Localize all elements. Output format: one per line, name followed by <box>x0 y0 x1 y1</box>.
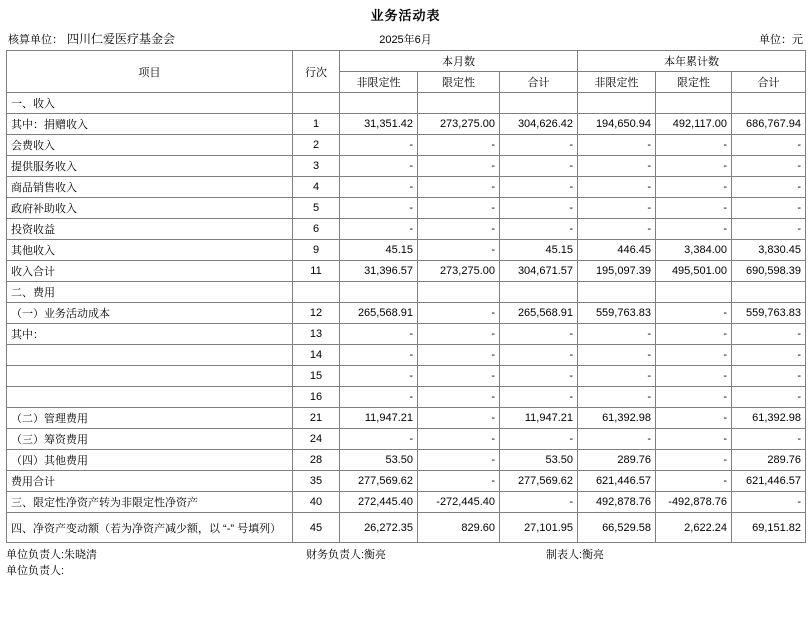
table-row <box>7 93 806 114</box>
row-value-c5: - <box>656 303 732 324</box>
header-year-cumulative: 本年累计数 <box>578 51 806 72</box>
row-line-no: 13 <box>293 324 340 345</box>
row-value-c4: 492,878.76 <box>578 492 656 513</box>
row-value-c1: 45.15 <box>340 240 418 261</box>
row-value-c5: - <box>656 387 732 408</box>
row-value-c3: 277,569.62 <box>500 471 578 492</box>
row-value-c2: - <box>418 450 500 471</box>
row-value-c6: - <box>732 387 806 408</box>
header-current-month: 本月数 <box>340 51 578 72</box>
row-value-c6: 69,151.82 <box>732 513 806 543</box>
signature-row-2 <box>6 562 805 578</box>
row-value-c4: - <box>578 345 656 366</box>
row-value-c2: - <box>418 198 500 219</box>
row-value-c6: - <box>732 345 806 366</box>
row-value-c6: - <box>732 135 806 156</box>
row-value-c3: - <box>500 387 578 408</box>
row-value-c1: - <box>340 429 418 450</box>
row-value-c4 <box>578 93 656 114</box>
signature-row <box>6 543 805 562</box>
header-year-total: 合计 <box>732 72 806 93</box>
header-year-unrestricted: 非限定性 <box>578 72 656 93</box>
row-value-c5: -492,878.76 <box>656 492 732 513</box>
table-row <box>7 513 806 543</box>
row-item-label: （一）业务活动成本 <box>7 303 293 324</box>
row-item-label: 二、费用 <box>7 282 293 303</box>
table-row <box>7 429 806 450</box>
row-item-label: （四）其他费用 <box>7 450 293 471</box>
row-value-c1: - <box>340 219 418 240</box>
row-value-c3 <box>500 282 578 303</box>
row-value-c3: - <box>500 219 578 240</box>
row-item-label: 其中：捐赠收入 <box>7 114 293 135</box>
row-value-c1: 11,947.21 <box>340 408 418 429</box>
row-value-c4: 559,763.83 <box>578 303 656 324</box>
row-value-c1: 53.50 <box>340 450 418 471</box>
row-value-c2 <box>418 93 500 114</box>
header-item: 项目 <box>7 51 293 93</box>
row-value-c6: - <box>732 177 806 198</box>
row-value-c4: - <box>578 219 656 240</box>
table-row <box>7 303 806 324</box>
table-row <box>7 450 806 471</box>
row-value-c5: - <box>656 429 732 450</box>
row-value-c3 <box>500 93 578 114</box>
row-value-c5: - <box>656 156 732 177</box>
table-row <box>7 261 806 282</box>
row-line-no: 12 <box>293 303 340 324</box>
row-value-c6: 61,392.98 <box>732 408 806 429</box>
row-value-c1: - <box>340 135 418 156</box>
table-row <box>7 366 806 387</box>
row-value-c5: - <box>656 324 732 345</box>
unit-name: 四川仁爱医疗基金会 <box>67 32 176 46</box>
row-value-c1: - <box>340 366 418 387</box>
row-line-no: 6 <box>293 219 340 240</box>
row-value-c3: - <box>500 492 578 513</box>
period-label: 2025年6月 <box>379 34 432 46</box>
table-row <box>7 408 806 429</box>
row-item-label: 三、限定性净资产转为非限定性净资产 <box>7 492 293 513</box>
row-value-c3: - <box>500 366 578 387</box>
row-line-no: 45 <box>293 513 340 543</box>
row-value-c6: - <box>732 492 806 513</box>
row-line-no <box>293 93 340 114</box>
table-header-row-1 <box>7 51 806 72</box>
table-row <box>7 135 806 156</box>
meta-row <box>6 30 805 50</box>
row-value-c4: - <box>578 177 656 198</box>
row-item-label: （三）筹资费用 <box>7 429 293 450</box>
unit-info <box>8 30 175 47</box>
table-row <box>7 177 806 198</box>
row-value-c1: 272,445.40 <box>340 492 418 513</box>
finance-leader: 财务负责人:衡亮 <box>306 549 387 561</box>
row-value-c6 <box>732 282 806 303</box>
table-row <box>7 345 806 366</box>
row-value-c5: - <box>656 366 732 387</box>
row-item-label: 商品销售收入 <box>7 177 293 198</box>
row-value-c6: - <box>732 219 806 240</box>
row-value-c1: 31,396.57 <box>340 261 418 282</box>
row-item-label: 收入合计 <box>7 261 293 282</box>
row-value-c6: 3,830.45 <box>732 240 806 261</box>
row-value-c4: - <box>578 156 656 177</box>
row-value-c5: 3,384.00 <box>656 240 732 261</box>
row-value-c2: - <box>418 135 500 156</box>
row-value-c3: - <box>500 198 578 219</box>
row-value-c2: - <box>418 471 500 492</box>
row-value-c3: - <box>500 345 578 366</box>
row-value-c2: - <box>418 408 500 429</box>
row-value-c2: 273,275.00 <box>418 114 500 135</box>
row-value-c4: - <box>578 198 656 219</box>
row-item-label: 投资收益 <box>7 219 293 240</box>
header-line-no: 行次 <box>293 51 340 93</box>
row-value-c4: 61,392.98 <box>578 408 656 429</box>
unit-label: 核算单位： <box>8 34 63 46</box>
row-value-c4: 194,650.94 <box>578 114 656 135</box>
row-item-label: 费用合计 <box>7 471 293 492</box>
row-value-c4: - <box>578 366 656 387</box>
row-value-c2: - <box>418 387 500 408</box>
row-value-c4: 66,529.58 <box>578 513 656 543</box>
row-line-no: 4 <box>293 177 340 198</box>
row-value-c2 <box>418 282 500 303</box>
row-value-c1: - <box>340 345 418 366</box>
row-value-c5: - <box>656 135 732 156</box>
row-value-c4: 621,446.57 <box>578 471 656 492</box>
row-line-no: 28 <box>293 450 340 471</box>
row-line-no: 15 <box>293 366 340 387</box>
row-value-c5: - <box>656 450 732 471</box>
row-value-c6 <box>732 93 806 114</box>
row-value-c4: 446.45 <box>578 240 656 261</box>
row-item-label: 其他收入 <box>7 240 293 261</box>
unit-leader-2: 单位负责人: <box>6 565 65 577</box>
row-line-no: 11 <box>293 261 340 282</box>
row-line-no: 21 <box>293 408 340 429</box>
row-value-c2: - <box>418 156 500 177</box>
row-value-c3: 304,626.42 <box>500 114 578 135</box>
row-value-c1: - <box>340 387 418 408</box>
row-value-c4: 289.76 <box>578 450 656 471</box>
row-value-c5: 2,622.24 <box>656 513 732 543</box>
row-value-c6: - <box>732 324 806 345</box>
row-item-label: 其中： <box>7 324 293 345</box>
row-value-c5: 492,117.00 <box>656 114 732 135</box>
row-value-c6: 686,767.94 <box>732 114 806 135</box>
row-value-c2: - <box>418 429 500 450</box>
activity-statement-table <box>6 50 806 543</box>
unit-leader: 单位负责人:朱晓清 <box>6 549 98 561</box>
row-value-c1 <box>340 282 418 303</box>
row-item-label: 会费收入 <box>7 135 293 156</box>
row-value-c1: - <box>340 198 418 219</box>
row-value-c2: - <box>418 345 500 366</box>
row-value-c3: - <box>500 156 578 177</box>
row-value-c1 <box>340 93 418 114</box>
row-value-c4: - <box>578 135 656 156</box>
row-line-no: 40 <box>293 492 340 513</box>
table-row <box>7 114 806 135</box>
table-row <box>7 240 806 261</box>
row-value-c4: - <box>578 429 656 450</box>
row-value-c1: 265,568.91 <box>340 303 418 324</box>
row-value-c6: - <box>732 156 806 177</box>
row-value-c4: - <box>578 387 656 408</box>
row-value-c1: - <box>340 324 418 345</box>
row-value-c4 <box>578 282 656 303</box>
row-line-no: 35 <box>293 471 340 492</box>
row-value-c5 <box>656 282 732 303</box>
header-month-restricted: 限定性 <box>418 72 500 93</box>
row-value-c1: - <box>340 177 418 198</box>
row-value-c2: 829.60 <box>418 513 500 543</box>
table-row <box>7 492 806 513</box>
row-value-c5: - <box>656 408 732 429</box>
row-value-c3: 45.15 <box>500 240 578 261</box>
header-month-total: 合计 <box>500 72 578 93</box>
row-item-label <box>7 345 293 366</box>
page-title: 业务活动表 <box>370 8 441 23</box>
row-item-label: 四、净资产变动额（若为净资产减少额，以 “-” 号填列） <box>7 513 293 543</box>
row-line-no: 1 <box>293 114 340 135</box>
table-row <box>7 219 806 240</box>
row-value-c2: - <box>418 324 500 345</box>
header-year-restricted: 限定性 <box>656 72 732 93</box>
table-row <box>7 387 806 408</box>
row-value-c1: 26,272.35 <box>340 513 418 543</box>
table-row <box>7 471 806 492</box>
row-value-c3: - <box>500 324 578 345</box>
preparer: 制表人:衡亮 <box>546 549 605 561</box>
table-row <box>7 198 806 219</box>
row-value-c2: 273,275.00 <box>418 261 500 282</box>
row-value-c6: - <box>732 366 806 387</box>
row-value-c5: - <box>656 345 732 366</box>
row-value-c2: - <box>418 219 500 240</box>
row-value-c5: 495,501.00 <box>656 261 732 282</box>
row-value-c5: - <box>656 177 732 198</box>
row-line-no: 24 <box>293 429 340 450</box>
row-value-c3: 11,947.21 <box>500 408 578 429</box>
row-value-c5: - <box>656 471 732 492</box>
row-line-no: 14 <box>293 345 340 366</box>
row-value-c3: - <box>500 135 578 156</box>
row-value-c6: 289.76 <box>732 450 806 471</box>
row-value-c6: - <box>732 198 806 219</box>
row-line-no: 2 <box>293 135 340 156</box>
row-value-c3: - <box>500 429 578 450</box>
row-line-no: 3 <box>293 156 340 177</box>
row-value-c2: - <box>418 177 500 198</box>
row-item-label: 提供服务收入 <box>7 156 293 177</box>
table-body <box>7 93 806 543</box>
row-value-c2: - <box>418 240 500 261</box>
row-line-no <box>293 282 340 303</box>
row-item-label: 政府补助收入 <box>7 198 293 219</box>
row-value-c3: 53.50 <box>500 450 578 471</box>
row-value-c2: - <box>418 303 500 324</box>
row-value-c6: 690,598.39 <box>732 261 806 282</box>
row-value-c5: - <box>656 219 732 240</box>
row-line-no: 5 <box>293 198 340 219</box>
row-value-c1: 31,351.42 <box>340 114 418 135</box>
row-value-c5: - <box>656 198 732 219</box>
row-item-label: 一、收入 <box>7 93 293 114</box>
row-item-label <box>7 366 293 387</box>
row-value-c2: - <box>418 366 500 387</box>
table-row <box>7 156 806 177</box>
row-line-no: 9 <box>293 240 340 261</box>
row-value-c4: 195,097.39 <box>578 261 656 282</box>
row-item-label <box>7 387 293 408</box>
header-month-unrestricted: 非限定性 <box>340 72 418 93</box>
row-item-label: （二）管理费用 <box>7 408 293 429</box>
row-value-c6: 621,446.57 <box>732 471 806 492</box>
row-value-c3: 304,671.57 <box>500 261 578 282</box>
row-value-c3: 27,101.95 <box>500 513 578 543</box>
row-value-c3: 265,568.91 <box>500 303 578 324</box>
row-value-c1: - <box>340 156 418 177</box>
table-row <box>7 324 806 345</box>
row-value-c2: -272,445.40 <box>418 492 500 513</box>
row-value-c6: 559,763.83 <box>732 303 806 324</box>
table-row <box>7 282 806 303</box>
row-value-c5 <box>656 93 732 114</box>
row-value-c1: 277,569.62 <box>340 471 418 492</box>
row-line-no: 16 <box>293 387 340 408</box>
row-value-c3: - <box>500 177 578 198</box>
row-value-c4: - <box>578 324 656 345</box>
currency-unit: 单位：元 <box>759 34 803 46</box>
row-value-c6: - <box>732 429 806 450</box>
